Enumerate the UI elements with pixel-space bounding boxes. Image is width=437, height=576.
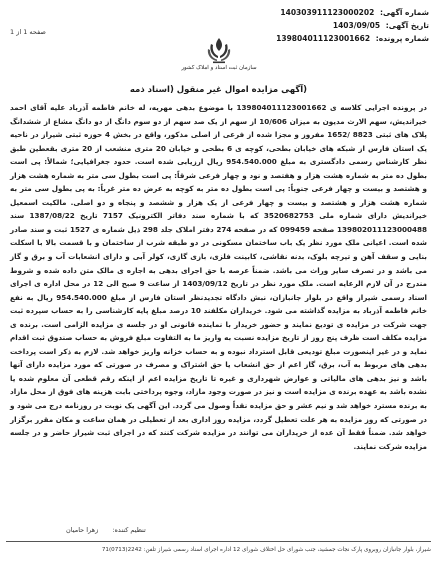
file-number: 139804011123001662 [276,34,371,43]
notice-number: 140303911123000202 [280,8,375,17]
signature-name: زهرا حامیان [66,526,99,534]
organization-name: سازمان ثبت اسناد و املاک کشور [181,65,257,71]
signature-line [60,526,152,534]
notice-date: 1403/09/05 [332,21,381,30]
notice-number-label: شماره آگهی: [379,8,429,17]
emblem-icon [204,36,234,64]
notice-number-row [219,6,429,19]
document-title: (آگهی مزایده اموال غیر منقول (اسناد ذمه [129,85,308,95]
footer-address: شیراز، بلوار جانبازان روبروی پارک نجات جمشید، جنب شورای حل اختلاف شورای 12 اداره اجرای اسناد رسمی شیراز تلفن: 2242(0713)71 [101,547,431,553]
signature-prefix: تنظیم کننده: [112,526,146,534]
page-indicator: صفحه 1 از 1 [10,28,46,36]
notice-date-label: تاریخ آگهی: [385,21,429,30]
notice-body: در پرونده اجرایی کلاسه ی 139804011123001662 با موضوع بدهی مهریه، له خانم فاطمه آذرباد علیه آقای احمد خیراندیش، سهم الارث مدیون به میزان 10/606 از سهم از یک صد سهم از دو سوم دانگ از دو دانگ مشاع از ششدانگ پلاک های ثبتی 8823 /1652 مفروز و مجزا شده از فرعی از اصلی مذکور، واقع در بخش 4 حوزه ثبتی شیراز در ناحیه یک استان فارس از شبکه های خیابان بطحی، کوچه ی 6 بطحی و خیابان 20 متری منشعب از 20 متری بقعطین طبق نظر کارشناس رسمی دادگستری به مبلغ 954.540.000 ریال ارزیابی شده است. حدود جغرافیایی؛ شمالاً: پی است بطول ده متر به شماره هشت هزار و هفتصد و نود و چهار فرعی شرقاً: پی است بطول سی متر به شماره هشت هزار و هشتصد و بیست و چهار فرعی جنوباً: پی است بطول ده متر به کوچه به عرض ده متر غرباً: به پی بطول سی متر به شماره هشت هزار و هشتصد و بیست و چهار فرعی از یک هزار و ششصد و پنجاه و دو اصلی. مالکیت اسمعیل خیراندیش دارای شماره ملی 3520682753 که با شماره سند دفاتر الکترونیک 7157 تاریخ 1387/08/22 سند 139802011123000488 صفحه 099459 که در صفحه 274 دفتر املاک جلد 298 ذیل شماره ی 1527 ثبت و سند صادر شده است. اعیانی ملک مورد نظر یک باب ساختمان مسکونی در دو طبقه شرب از ساختمان و با قسمت بالا با اسکلت بنایی و سقف آهن و تیرچه بلوک، بدنه نقاشی، کابینت فلزی، بازی گازی، کولر آبی و دارای انشعابات آب و برق و گاز می باشد و در تصرف سایر وراث می باشد. ضمناً عرصه با حق اجرای بدهی به اجاره ی مالک متن داده شده و شروط مندرج در آن لازم الرعایه است. ملک مورد نظر در تاریخ 1403/09/12 از ساعت 9 صبح الی 12 در محل اداره ی اجرای اسناد رسمی شیراز واقع در بلوار جانبازان، نبش دادگاه تجدیدنظر استان فارس از مبلغ 954.540.000 ریال به نفع خانم فاطمه آذرباد به مزایده گذاشته می شود. خریداران مکلفند 10 درصد مبلغ پایه کارشناسی را به حساب سپرده ثبت جهت شرکت در مزایده ی تودیع نمایند و حضور خریدار با نماینده قانونی او در جلسه ی مزایده الزامی است. برنده ی مزایده مکلف است ظرف پنج روز از تاریخ مزایده نسبت به واریز ما به التفاوت مبلغ فروش به حساب صندوق ثبت اقدام نماید و در غیر اینصورت مبلغ تودیعی قابل استرداد نبوده و به حساب خزانه واریز خواهد شد. لازم به ذکر است پرداخت بدهی های مربوط به آب، برق، گاز اعم از حق انشعاب یا حق اشتراک و مصرف در صورتی که مورد مزایده دارای آنها باشد و نیز بدهی های مالیاتی و عوارض شهرداری و غیره تا تاریخ مزایده اعم از اینکه رقم قطعی آن معلوم شده یا نشده باشد به عهده برنده ی مزایده است و نیز در صورت وجود مازاد، وجوه پرداختی بابت هزینه های فوق از محل مازاد به برنده مسترد خواهد شد و نیم عشر و حق مزایده نقداً وصول می گردد. این آگهی یک نوبت در روزنامه درج می شود و در صورتی که روز مزایده به هر علت تعطیل گردد، مزایده روز اداری بعد از تعطیلی در همان ساعت و مکان مقرر برگزار خواهد شد. ضمناً فقط آن عده از خریداران می توانند در مزایده شرکت کنند که در اجرای ثبت شیراز حاضر و در جلسه مزایده شرکت نمایند. [10,103,428,451]
notice-date-row [219,19,429,32]
footer-divider [6,541,431,542]
organization-logo [158,36,280,76]
file-number-label: شماره پرونده: [375,34,429,43]
